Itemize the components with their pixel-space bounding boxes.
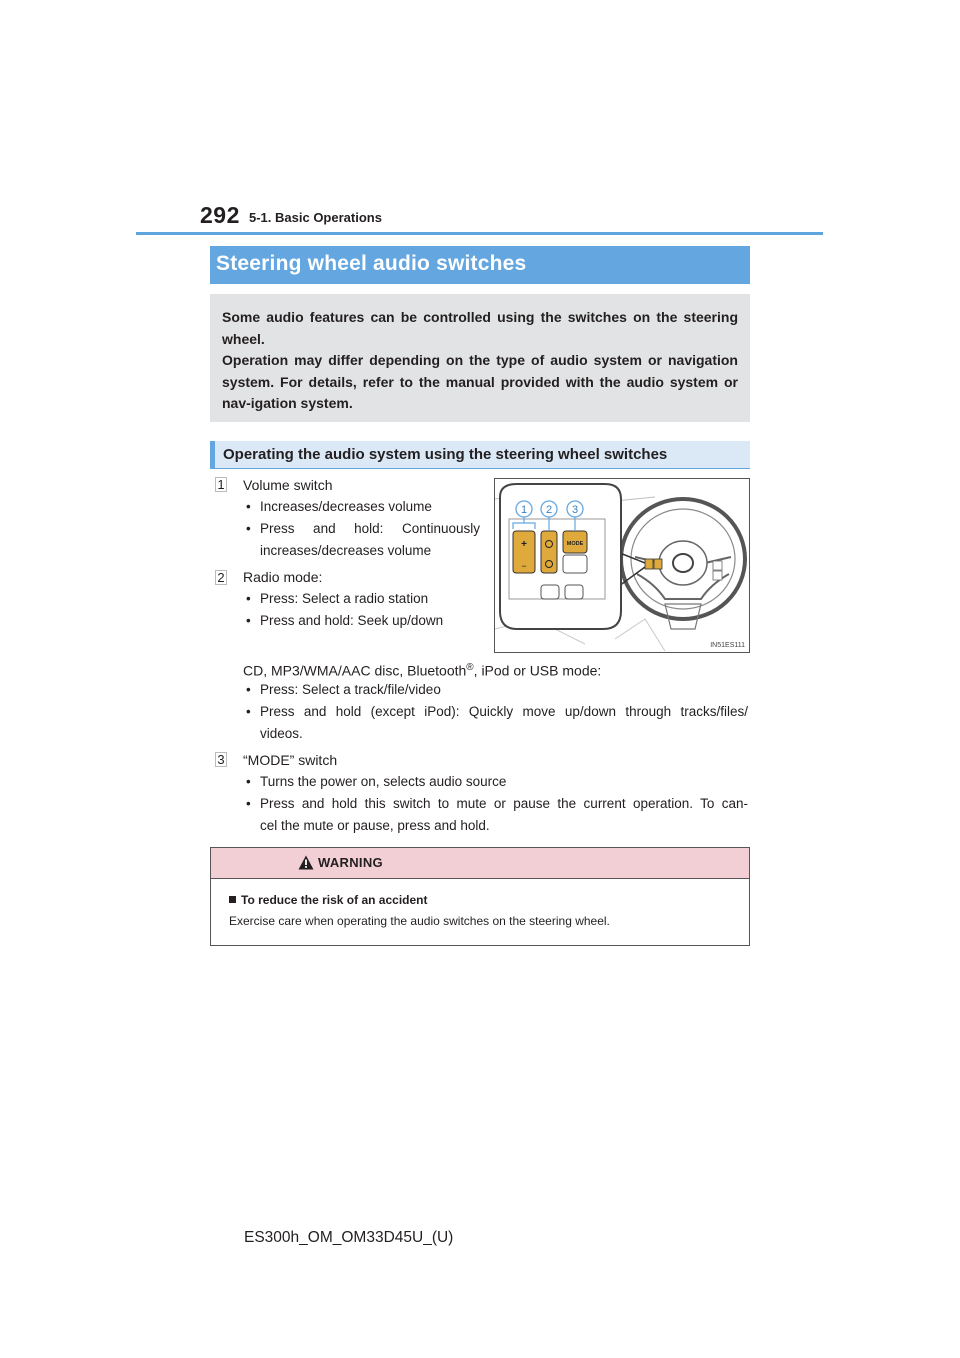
page-title: Steering wheel audio switches bbox=[216, 252, 527, 275]
page-number: 292 bbox=[200, 202, 240, 228]
callout-2: 2 bbox=[545, 504, 553, 516]
footer-code: ES300h_OM_OM33D45U_(U) bbox=[244, 1229, 454, 1246]
bullet-square-icon bbox=[229, 896, 236, 903]
warning-triangle-icon bbox=[298, 855, 314, 870]
mode-label: MODE bbox=[566, 541, 584, 547]
subsection-title: Operating the audio system using the steering wheel switches bbox=[223, 446, 668, 463]
item-2b-bullet-2: • Press and hold (except iPod): Quickly move up/down through tracks/files/ bbox=[246, 704, 748, 719]
title-bar bbox=[210, 246, 750, 284]
item-number-2: 2 bbox=[215, 570, 227, 585]
figure-code: IN51ES111 bbox=[710, 642, 745, 649]
warning-title: To reduce the risk of an accident bbox=[229, 893, 428, 907]
item-2b-bullet-2-cont: videos. bbox=[260, 726, 303, 741]
item-3-bullet-1: • Turns the power on, selects audio source bbox=[246, 774, 507, 789]
header-rule bbox=[136, 232, 823, 235]
item-number-3: 3 bbox=[215, 752, 227, 767]
subsection-accent bbox=[210, 441, 215, 469]
steering-wheel-figure bbox=[494, 478, 750, 653]
item-1-bullet-1: • Increases/decreases volume bbox=[246, 499, 432, 514]
item-3-bullet-2-cont: cel the mute or pause, press and hold. bbox=[260, 818, 490, 833]
item-2-bullet-1: • Press: Select a radio station bbox=[246, 591, 429, 606]
callout-3: 3 bbox=[571, 504, 579, 516]
intro-line-1: Some audio features can be controlled using the switches on the steering wheel. bbox=[222, 309, 738, 347]
svg-text:+: + bbox=[521, 539, 527, 550]
item-3-bullet-2: • Press and hold this switch to mute or pause the current operation. To can- bbox=[246, 796, 748, 811]
intro-line-2: Operation may differ depending on the type of audio system or navigation system. For details, refer to the manual provided with the audio system or nav-igation system. bbox=[222, 352, 738, 411]
warning-body: Exercise care when operating the audio switches on the steering wheel. bbox=[229, 914, 610, 928]
warning-header bbox=[211, 848, 749, 879]
item-1-bullet-2: • Press and hold: Continuously bbox=[246, 521, 480, 536]
svg-text:−: − bbox=[521, 561, 527, 571]
callout-1: 1 bbox=[520, 504, 528, 516]
item-2-label-2: CD, MP3/WMA/AAC disc, Bluetooth®, iPod or USB mode: bbox=[243, 662, 602, 679]
item-2-label: Radio mode: bbox=[243, 569, 323, 585]
item-2-bullet-2: • Press and hold: Seek up/down bbox=[246, 613, 444, 628]
steering-wheel-illustration bbox=[495, 479, 749, 652]
warning-label: WARNING bbox=[318, 855, 383, 870]
item-number-1: 1 bbox=[215, 477, 227, 492]
item-1-label: Volume switch bbox=[243, 477, 333, 493]
item-3-label: “MODE” switch bbox=[243, 752, 338, 768]
section-label: 5-1. Basic Operations bbox=[249, 210, 382, 225]
item-1-bullet-2-cont: increases/decreases volume bbox=[260, 543, 432, 558]
subsection-header bbox=[210, 441, 750, 469]
item-2b-bullet-1: • Press: Select a track/file/video bbox=[246, 682, 441, 697]
intro-box bbox=[210, 294, 750, 422]
warning-box bbox=[210, 847, 750, 946]
